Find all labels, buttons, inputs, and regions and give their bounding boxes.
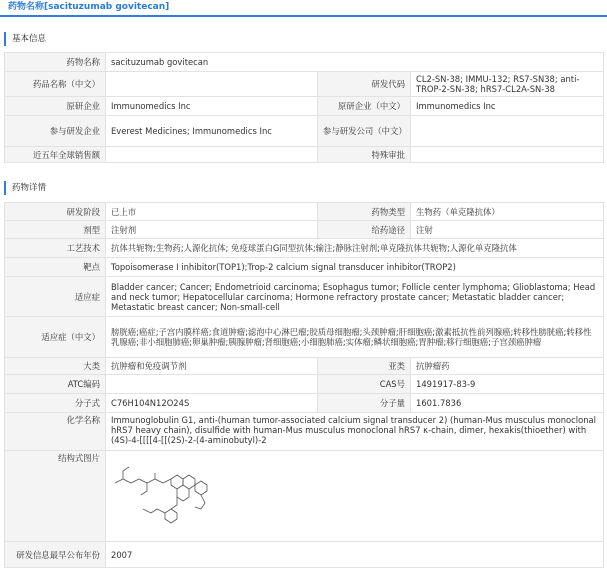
table-row — [5, 277, 604, 317]
partner-label: 参与研发企业 — [5, 116, 106, 147]
structure-label: 结构式图片 — [5, 451, 106, 542]
originator-label: 原研企业 — [5, 97, 106, 116]
drug-detail-table — [4, 202, 604, 568]
atc-code-label: ATC编码 — [5, 375, 106, 394]
drug-name-value: sacituzumab govitecan — [106, 53, 604, 72]
target-label: 靶点 — [5, 258, 106, 277]
table-row — [5, 116, 604, 147]
chemical-name-value: Immunoglobulin G1, anti-(human tumor-associated calcium signal transducer 2) (human-Mus musculus monoclonal hRS7 heavy chain), disulfide with human-Mus musculus monoclonal hRS7 κ-chain, dimer, hexakis(thioether) with (4S)-4-[[[[4-[[(2S)-2-(4-aminobutyl)-2 — [106, 413, 604, 451]
formula-value: C76H104N12O24S — [106, 394, 318, 413]
partner-value: Everest Medicines; Immunomedics Inc — [106, 116, 318, 147]
first-year-label: 研发信息最早公布年份 — [5, 542, 106, 568]
table-row — [5, 542, 604, 568]
sales-label: 近五年全球销售额 — [5, 147, 106, 163]
table-row — [5, 97, 604, 116]
brand-name-label: 药品名称（中文） — [5, 72, 106, 97]
drug-name-label: 药物名称 — [5, 53, 106, 72]
mol-weight-value: 1601.7836 — [411, 394, 604, 413]
stage-label: 研发阶段 — [5, 203, 106, 221]
table-row — [5, 258, 604, 277]
atc-code-value — [106, 375, 318, 394]
drug-type-value: 生物药（单克隆抗体） — [411, 203, 604, 221]
dev-code-value: CL2-SN-38; IMMU-132; RS7-SN38; anti-TROP-2-SN-38; hRS7-CL2A-SN-38 — [411, 72, 604, 97]
technology-value: 抗体共轭物;生物药;人源化抗体; 免疫球蛋白G同型抗体;输注;静脉注射剂;单克隆抗体共轭物;人源化单克隆抗体 — [106, 239, 604, 258]
indication-cn-value: 膀胱癌;癌症;子宫内膜样癌;食道肿瘤;滤泡中心淋巴瘤;胶质母细胞瘤;头颈肿瘤;肝细胞癌;激素抵抗性前列腺癌;转移性膀胱癌;转移性乳腺癌;非小细胞肺癌;卵巢肿瘤;胰腺肿瘤;肾细胞癌;小细胞肺癌;实体瘤;鳞状细胞癌;胃肿瘤;移行细胞癌;子宫颈癌肿瘤 — [106, 317, 604, 358]
cas-value: 1491917-83-9 — [411, 375, 604, 394]
page-title: 药物名称[sacituzumab govitecan] — [0, 0, 607, 17]
route-label: 给药途径 — [318, 221, 411, 239]
table-row — [5, 53, 604, 72]
table-row — [5, 72, 604, 97]
originator-cn-label: 原研企业（中文） — [318, 97, 411, 116]
table-row — [5, 413, 604, 451]
indication-value: Bladder cancer; Cancer; Endometrioid carcinoma; Esophagus tumor; Follicle center lymphoma; Glioblastoma; Head and neck tumor; Hepatocellular carcinoma; Hormone refractory prostate cancer; Metastatic bladder cancer; Metastatic breast cancer; Non-small-cell — [106, 277, 604, 317]
table-row — [5, 451, 604, 542]
special-approval-label: 特殊审批 — [318, 147, 411, 163]
originator-cn-value: Immunomedics Inc — [411, 97, 604, 116]
mol-weight-label: 分子量 — [318, 394, 411, 413]
section-basic-info: 基本信息 — [4, 32, 46, 46]
partner-cn-value — [411, 116, 604, 147]
sales-value — [106, 147, 318, 163]
structure-cell — [106, 451, 604, 542]
dosage-form-value: 注射剂 — [106, 221, 318, 239]
table-row — [5, 317, 604, 358]
section-drug-detail: 药物详情 — [4, 181, 46, 195]
cas-label: CAS号 — [318, 375, 411, 394]
table-row — [5, 375, 604, 394]
indication-label: 适应症 — [5, 277, 106, 317]
table-row — [5, 394, 604, 413]
category-value: 抗肿瘤和免疫调节剂 — [106, 358, 318, 375]
subcategory-value: 抗肿瘤药 — [411, 358, 604, 375]
first-year-value: 2007 — [106, 542, 604, 568]
target-value: Topoisomerase I inhibitor(TOP1);Trop-2 calcium signal transducer inhibitor(TROP2) — [106, 258, 604, 277]
route-value: 注射 — [411, 221, 604, 239]
table-row — [5, 221, 604, 239]
table-row — [5, 203, 604, 221]
originator-value: Immunomedics Inc — [106, 97, 318, 116]
drug-type-label: 药物类型 — [318, 203, 411, 221]
molecule-drawing — [111, 453, 213, 525]
table-row — [5, 358, 604, 375]
table-row — [5, 239, 604, 258]
structure-image — [111, 453, 213, 527]
table-row — [5, 147, 604, 163]
partner-cn-label: 参与研发公司（中文） — [318, 116, 411, 147]
formula-label: 分子式 — [5, 394, 106, 413]
technology-label: 工艺技术 — [5, 239, 106, 258]
basic-info-table — [4, 52, 604, 163]
brand-name-value — [106, 72, 318, 97]
special-approval-value — [411, 147, 604, 163]
dev-code-label: 研发代码 — [318, 72, 411, 97]
indication-cn-label: 适应症（中文） — [5, 317, 106, 358]
subcategory-label: 亚类 — [318, 358, 411, 375]
dosage-form-label: 剂型 — [5, 221, 106, 239]
stage-value: 已上市 — [106, 203, 318, 221]
category-label: 大类 — [5, 358, 106, 375]
chemical-name-label: 化学名称 — [5, 413, 106, 451]
